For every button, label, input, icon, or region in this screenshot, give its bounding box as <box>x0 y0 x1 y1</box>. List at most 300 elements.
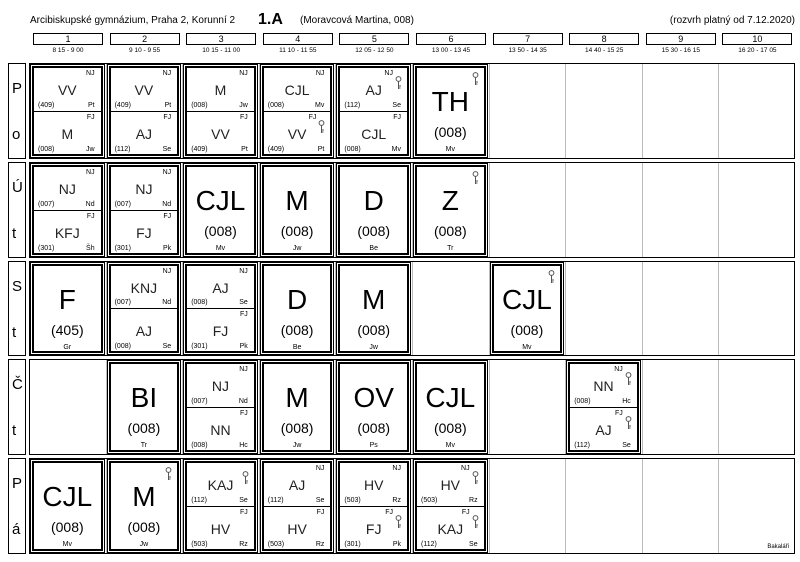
lesson-teacher: Se <box>239 497 248 505</box>
lesson-teacher: Jw <box>292 244 302 252</box>
lesson-teacher: Rz <box>315 540 325 548</box>
lesson-room: (112) <box>191 497 208 505</box>
lesson-subject: AJ <box>135 323 153 340</box>
key-icon <box>547 270 556 284</box>
lesson-cell[interactable] <box>185 362 256 452</box>
lesson-cell[interactable] <box>109 66 180 156</box>
lesson-cell[interactable] <box>415 165 486 255</box>
column-divider <box>182 459 183 553</box>
lesson-teacher: Mv <box>522 343 532 351</box>
period-time: 10 15 - 11 00 <box>202 47 241 54</box>
lesson-room: (008) <box>267 101 285 109</box>
lesson-room: (008) <box>280 321 314 338</box>
lesson-room: (008) <box>127 519 161 536</box>
lesson-subject: NJ <box>135 180 153 197</box>
lesson-room: (007) <box>114 200 131 208</box>
lesson-group: NJ <box>239 267 248 275</box>
lesson-half-bottom <box>187 308 254 352</box>
lesson-group: FJ <box>163 212 172 220</box>
lesson-subject: VV <box>287 125 307 142</box>
lesson-half-bottom <box>264 111 331 155</box>
column-divider <box>718 459 719 553</box>
lesson-room: (008) <box>344 145 361 153</box>
lesson-subject: KAJ <box>437 521 464 538</box>
lesson-group: FJ <box>461 509 470 517</box>
lesson-subject: M <box>61 125 74 142</box>
lesson-cell[interactable] <box>415 362 486 452</box>
lesson-subject: FJ <box>365 521 382 538</box>
lesson-cell[interactable] <box>185 66 256 156</box>
lesson-half-top <box>111 266 178 309</box>
lesson-cell[interactable] <box>32 264 103 354</box>
lesson-subject: KFJ <box>54 224 80 241</box>
lesson-room: (112) <box>114 145 131 153</box>
lesson-subject: VV <box>134 82 154 98</box>
lesson-half-bottom <box>187 506 254 550</box>
column-divider <box>335 262 336 356</box>
lesson-half-top <box>264 463 331 506</box>
lesson-teacher: Nd <box>162 200 172 208</box>
column-divider <box>565 64 566 158</box>
lesson-teacher: Jw <box>292 442 302 450</box>
lesson-group: FJ <box>240 311 248 319</box>
lesson-group: FJ <box>86 113 95 121</box>
lesson-cell[interactable] <box>32 66 103 156</box>
lesson-half-bottom <box>187 407 254 451</box>
lesson-teacher: Gr <box>63 343 72 351</box>
lesson-group: NJ <box>461 465 470 473</box>
lesson-subject: M <box>362 283 386 315</box>
day-label-line2: á <box>12 521 21 539</box>
lesson-teacher: Se <box>315 497 325 505</box>
column-divider <box>106 459 107 553</box>
column-divider <box>565 262 566 356</box>
day-label-line1: Ú <box>12 178 23 196</box>
column-divider <box>565 360 566 454</box>
timetable-header <box>30 12 795 30</box>
lesson-group: NJ <box>86 168 95 176</box>
lesson-half-bottom <box>570 407 637 451</box>
lesson-cell[interactable] <box>262 264 333 354</box>
day-label-line2: t <box>12 422 17 440</box>
lesson-room: (503) <box>421 497 438 505</box>
lesson-room: (008) <box>280 420 314 437</box>
lesson-subject: NN <box>593 378 614 395</box>
lesson-subject: NN <box>210 422 231 439</box>
lesson-subject: D <box>363 184 384 216</box>
lesson-room: (112) <box>267 497 284 505</box>
day-label <box>8 261 26 357</box>
lesson-subject: AJ <box>595 422 612 439</box>
day-label-line2: o <box>12 126 21 143</box>
lesson-teacher: Rz <box>392 497 401 505</box>
lesson-teacher: Pt <box>164 101 172 109</box>
lesson-group: FJ <box>240 509 248 517</box>
lesson-teacher: Šh <box>86 244 95 252</box>
column-divider <box>182 163 183 257</box>
key-icon <box>471 471 480 485</box>
period-number: 9 <box>646 33 716 45</box>
period-time: 15 30 - 16 15 <box>661 47 700 54</box>
column-divider <box>642 262 643 356</box>
column-divider <box>489 262 490 356</box>
column-divider <box>489 64 490 158</box>
lesson-half-top <box>187 266 254 309</box>
lesson-teacher: Nd <box>85 200 95 208</box>
lesson-cell[interactable] <box>109 264 180 354</box>
lesson-cell[interactable] <box>262 461 333 551</box>
lesson-cell[interactable] <box>185 461 256 551</box>
column-divider <box>718 360 719 454</box>
lesson-room: (008) <box>433 124 467 140</box>
lesson-teacher: Be <box>369 244 378 252</box>
lesson-half-bottom <box>34 210 101 254</box>
key-icon <box>394 76 403 90</box>
column-divider <box>412 360 413 454</box>
lesson-teacher: Jw <box>369 343 378 351</box>
lesson-room: (112) <box>344 101 361 109</box>
period-number: 4 <box>263 33 333 45</box>
lesson-cell[interactable] <box>32 461 103 551</box>
column-divider <box>259 262 260 356</box>
day-label-line2: t <box>12 323 17 341</box>
lesson-room: (112) <box>574 442 591 450</box>
day-label-line2: t <box>12 224 17 242</box>
lesson-group: FJ <box>240 410 248 418</box>
column-divider <box>565 459 566 553</box>
column-divider <box>642 163 643 257</box>
lesson-cell[interactable] <box>338 264 409 354</box>
lesson-room: (503) <box>191 540 208 548</box>
lesson-subject: F <box>58 283 76 315</box>
lesson-group: NJ <box>315 70 325 77</box>
lesson-room: (301) <box>114 244 131 252</box>
lesson-teacher: Tr <box>447 244 454 252</box>
lesson-room: (008) <box>191 101 208 109</box>
class-teacher: (Moravcová Martina, 008) <box>300 15 414 26</box>
period-number: 7 <box>493 33 563 45</box>
column-divider <box>565 163 566 257</box>
lesson-half-bottom <box>340 111 407 155</box>
column-divider <box>335 64 336 158</box>
lesson-teacher: Se <box>162 145 172 153</box>
lesson-half-top <box>111 68 178 111</box>
lesson-group: NJ <box>162 267 172 275</box>
lesson-half-top <box>264 68 331 111</box>
lesson-subject: FJ <box>212 323 229 340</box>
lesson-subject: BI <box>130 382 158 414</box>
lesson-subject: D <box>286 283 308 315</box>
period-number: 3 <box>186 33 256 45</box>
period-time: 13 00 - 13 45 <box>431 47 471 54</box>
lesson-half-bottom <box>417 506 484 550</box>
lesson-half-bottom <box>111 210 178 254</box>
day-label <box>8 458 26 554</box>
lesson-group: NJ <box>162 168 172 176</box>
lesson-half-bottom <box>111 111 178 155</box>
lesson-half-top <box>187 68 254 111</box>
lesson-subject: M <box>285 184 309 216</box>
period-number: 1 <box>33 33 103 45</box>
lesson-teacher: Rz <box>469 497 478 505</box>
lesson-cell[interactable] <box>338 362 409 452</box>
lesson-subject: CJL <box>425 382 476 414</box>
lesson-room: (008) <box>38 145 55 153</box>
lesson-room: (007) <box>191 398 208 406</box>
lesson-teacher: Be <box>292 343 302 351</box>
column-divider <box>335 459 336 553</box>
lesson-teacher: Pk <box>392 540 401 548</box>
lesson-teacher: Jw <box>139 541 149 549</box>
lesson-subject: FJ <box>136 224 152 241</box>
period-number: 6 <box>416 33 486 45</box>
lesson-subject: CJL <box>42 481 93 513</box>
lesson-group: FJ <box>393 113 401 121</box>
lesson-group: NJ <box>315 465 325 473</box>
column-divider <box>718 64 719 158</box>
lesson-half-top <box>34 68 101 111</box>
lesson-room: (008) <box>127 420 161 437</box>
column-divider <box>259 459 260 553</box>
lesson-subject: M <box>132 481 156 513</box>
lesson-teacher: Mv <box>315 101 325 109</box>
day-label-line1: Č <box>12 376 23 394</box>
lesson-teacher: Pt <box>317 145 325 153</box>
column-divider <box>642 459 643 553</box>
column-divider <box>412 163 413 257</box>
lesson-subject: CJL <box>361 125 387 142</box>
lesson-cell[interactable] <box>338 66 409 156</box>
key-icon <box>471 171 480 185</box>
lesson-subject: NJ <box>58 180 76 197</box>
column-divider <box>259 64 260 158</box>
column-divider <box>489 163 490 257</box>
lesson-cell[interactable] <box>109 165 180 255</box>
lesson-teacher: Se <box>469 540 478 548</box>
lesson-subject: CJL <box>501 283 552 315</box>
lesson-cell[interactable] <box>338 461 409 551</box>
column-divider <box>259 163 260 257</box>
lesson-subject: AJ <box>288 477 306 494</box>
lesson-subject: NJ <box>211 378 230 395</box>
lesson-room: (008) <box>50 519 84 536</box>
lesson-half-top <box>570 364 637 407</box>
lesson-cell[interactable] <box>262 165 333 255</box>
period-time: 12 05 - 12 50 <box>355 47 394 54</box>
lesson-room: (008) <box>433 222 467 239</box>
lesson-group: NJ <box>614 366 623 374</box>
lesson-room: (008) <box>204 222 237 239</box>
lesson-subject: HV <box>363 477 384 494</box>
day-label <box>8 162 26 258</box>
lesson-cell[interactable] <box>338 165 409 255</box>
lesson-room: (008) <box>357 321 391 338</box>
column-divider <box>106 262 107 356</box>
lesson-room: (007) <box>114 299 131 307</box>
lesson-subject: Z <box>441 184 459 216</box>
lesson-teacher: Jw <box>239 101 248 109</box>
lesson-subject: VV <box>57 82 77 98</box>
lesson-room: (405) <box>50 321 84 338</box>
period-time: 8 15 - 9 00 <box>52 47 84 54</box>
lesson-group: FJ <box>240 113 248 121</box>
lesson-teacher: Se <box>392 101 401 109</box>
key-icon <box>164 467 173 481</box>
column-divider <box>106 64 107 158</box>
period-header-row <box>30 33 795 61</box>
lesson-half-bottom <box>111 308 178 352</box>
column-divider <box>718 163 719 257</box>
lesson-group: NJ <box>384 70 393 77</box>
lesson-group: FJ <box>163 113 172 121</box>
lesson-room: (301) <box>191 343 208 351</box>
lesson-cell[interactable] <box>415 461 486 551</box>
key-icon <box>624 372 633 386</box>
lesson-teacher: Jw <box>86 145 95 153</box>
lesson-room: (008) <box>357 222 391 239</box>
lesson-teacher: Nd <box>238 398 248 406</box>
lesson-subject: AJ <box>212 279 229 296</box>
lesson-room: (008) <box>191 299 208 307</box>
column-divider <box>642 64 643 158</box>
lesson-room: (008) <box>280 222 314 239</box>
day-label-line1: S <box>12 277 23 295</box>
lesson-teacher: Nd <box>162 299 172 307</box>
lesson-cell[interactable] <box>109 362 180 452</box>
lesson-group: FJ <box>385 509 393 517</box>
key-icon <box>241 471 250 485</box>
column-divider <box>182 64 183 158</box>
column-divider <box>489 459 490 553</box>
lesson-cell[interactable] <box>568 362 639 452</box>
lesson-group: NJ <box>239 70 248 77</box>
lesson-group: NJ <box>162 70 172 77</box>
column-divider <box>182 262 183 356</box>
lesson-teacher: Mv <box>62 541 72 549</box>
column-divider <box>412 262 413 356</box>
lesson-half-bottom <box>340 506 407 550</box>
lesson-half-top <box>340 68 407 111</box>
lesson-room: (112) <box>421 540 437 548</box>
lesson-room: (301) <box>344 540 361 548</box>
lesson-teacher: Pk <box>163 244 172 252</box>
lesson-teacher: Mv <box>391 145 401 153</box>
period-number: 2 <box>110 33 180 45</box>
lesson-half-bottom <box>187 111 254 155</box>
lesson-group: NJ <box>86 70 95 77</box>
lesson-teacher: Se <box>239 299 248 307</box>
lesson-teacher: Hc <box>239 442 248 450</box>
lesson-teacher: Se <box>162 343 172 351</box>
period-time: 9 10 - 9 55 <box>129 47 161 54</box>
lesson-subject: AJ <box>135 125 153 142</box>
lesson-subject: VV <box>211 125 230 142</box>
key-icon <box>317 120 326 134</box>
lesson-cell[interactable] <box>262 66 333 156</box>
lesson-half-top <box>417 463 484 506</box>
column-divider <box>259 360 260 454</box>
lesson-subject: HV <box>440 477 461 494</box>
lesson-half-top <box>187 463 254 506</box>
period-time: 13 50 - 14 35 <box>508 47 547 54</box>
period-number: 10 <box>722 33 792 45</box>
lesson-cell[interactable] <box>185 264 256 354</box>
column-divider <box>106 163 107 257</box>
lesson-teacher: Pk <box>239 343 248 351</box>
lesson-cell[interactable] <box>109 461 180 551</box>
lesson-teacher: Se <box>622 442 631 450</box>
lesson-teacher: Mv <box>445 146 455 153</box>
key-icon <box>394 515 403 529</box>
timetable-grid <box>8 63 795 557</box>
lesson-half-bottom <box>264 506 331 550</box>
lesson-room: (409) <box>38 101 55 109</box>
lesson-room: (008) <box>510 321 544 338</box>
school-name: Arcibiskupské gymnázium, Praha 2, Korunní 2 <box>30 15 236 26</box>
lesson-subject: HV <box>210 521 231 538</box>
period-time: 11 10 - 11 55 <box>279 47 317 54</box>
lesson-subject: KAJ <box>207 477 234 494</box>
column-divider <box>412 64 413 158</box>
column-divider <box>412 459 413 553</box>
lesson-half-top <box>34 167 101 210</box>
key-icon <box>624 416 633 430</box>
valid-from: (rozvrh platný od 7.12.2020) <box>669 15 795 26</box>
period-time: 16 20 - 17 05 <box>738 47 777 54</box>
lesson-cell[interactable] <box>415 66 486 156</box>
lesson-subject: KNJ <box>130 279 158 296</box>
lesson-teacher: Rz <box>239 540 248 548</box>
lesson-subject: M <box>285 382 309 414</box>
lesson-room: (008) <box>357 420 391 437</box>
lesson-room: (503) <box>344 497 361 505</box>
lesson-group: NJ <box>239 366 248 374</box>
lesson-subject: TH <box>431 86 469 117</box>
column-divider <box>642 360 643 454</box>
lesson-room: (008) <box>574 398 591 406</box>
column-divider <box>718 262 719 356</box>
day-label <box>8 63 26 159</box>
lesson-half-top <box>111 167 178 210</box>
lesson-room: (008) <box>433 420 467 437</box>
column-divider <box>106 360 107 454</box>
key-icon <box>471 515 480 529</box>
lesson-group: NJ <box>392 465 401 473</box>
lesson-cell[interactable] <box>32 165 103 255</box>
lesson-cell[interactable] <box>262 362 333 452</box>
lesson-group: FJ <box>86 212 95 220</box>
brand-label: Bakaláři <box>767 544 789 550</box>
lesson-teacher: Pt <box>241 145 248 153</box>
lesson-cell[interactable] <box>185 165 256 255</box>
lesson-subject: AJ <box>365 82 382 98</box>
lesson-group: FJ <box>316 509 325 517</box>
period-time: 14 40 - 15 25 <box>585 47 624 54</box>
lesson-room: (008) <box>114 343 131 351</box>
lesson-room: (409) <box>191 145 208 153</box>
column-divider <box>335 163 336 257</box>
lesson-teacher: Ps <box>369 442 378 450</box>
lesson-subject: CJL <box>195 184 246 216</box>
period-number: 8 <box>569 33 639 45</box>
lesson-group: FJ <box>615 410 623 418</box>
column-divider <box>335 360 336 454</box>
lesson-group: FJ <box>308 113 317 121</box>
column-divider <box>182 360 183 454</box>
lesson-cell[interactable] <box>492 264 563 354</box>
lesson-teacher: Mv <box>215 244 226 252</box>
lesson-subject: M <box>214 82 227 98</box>
